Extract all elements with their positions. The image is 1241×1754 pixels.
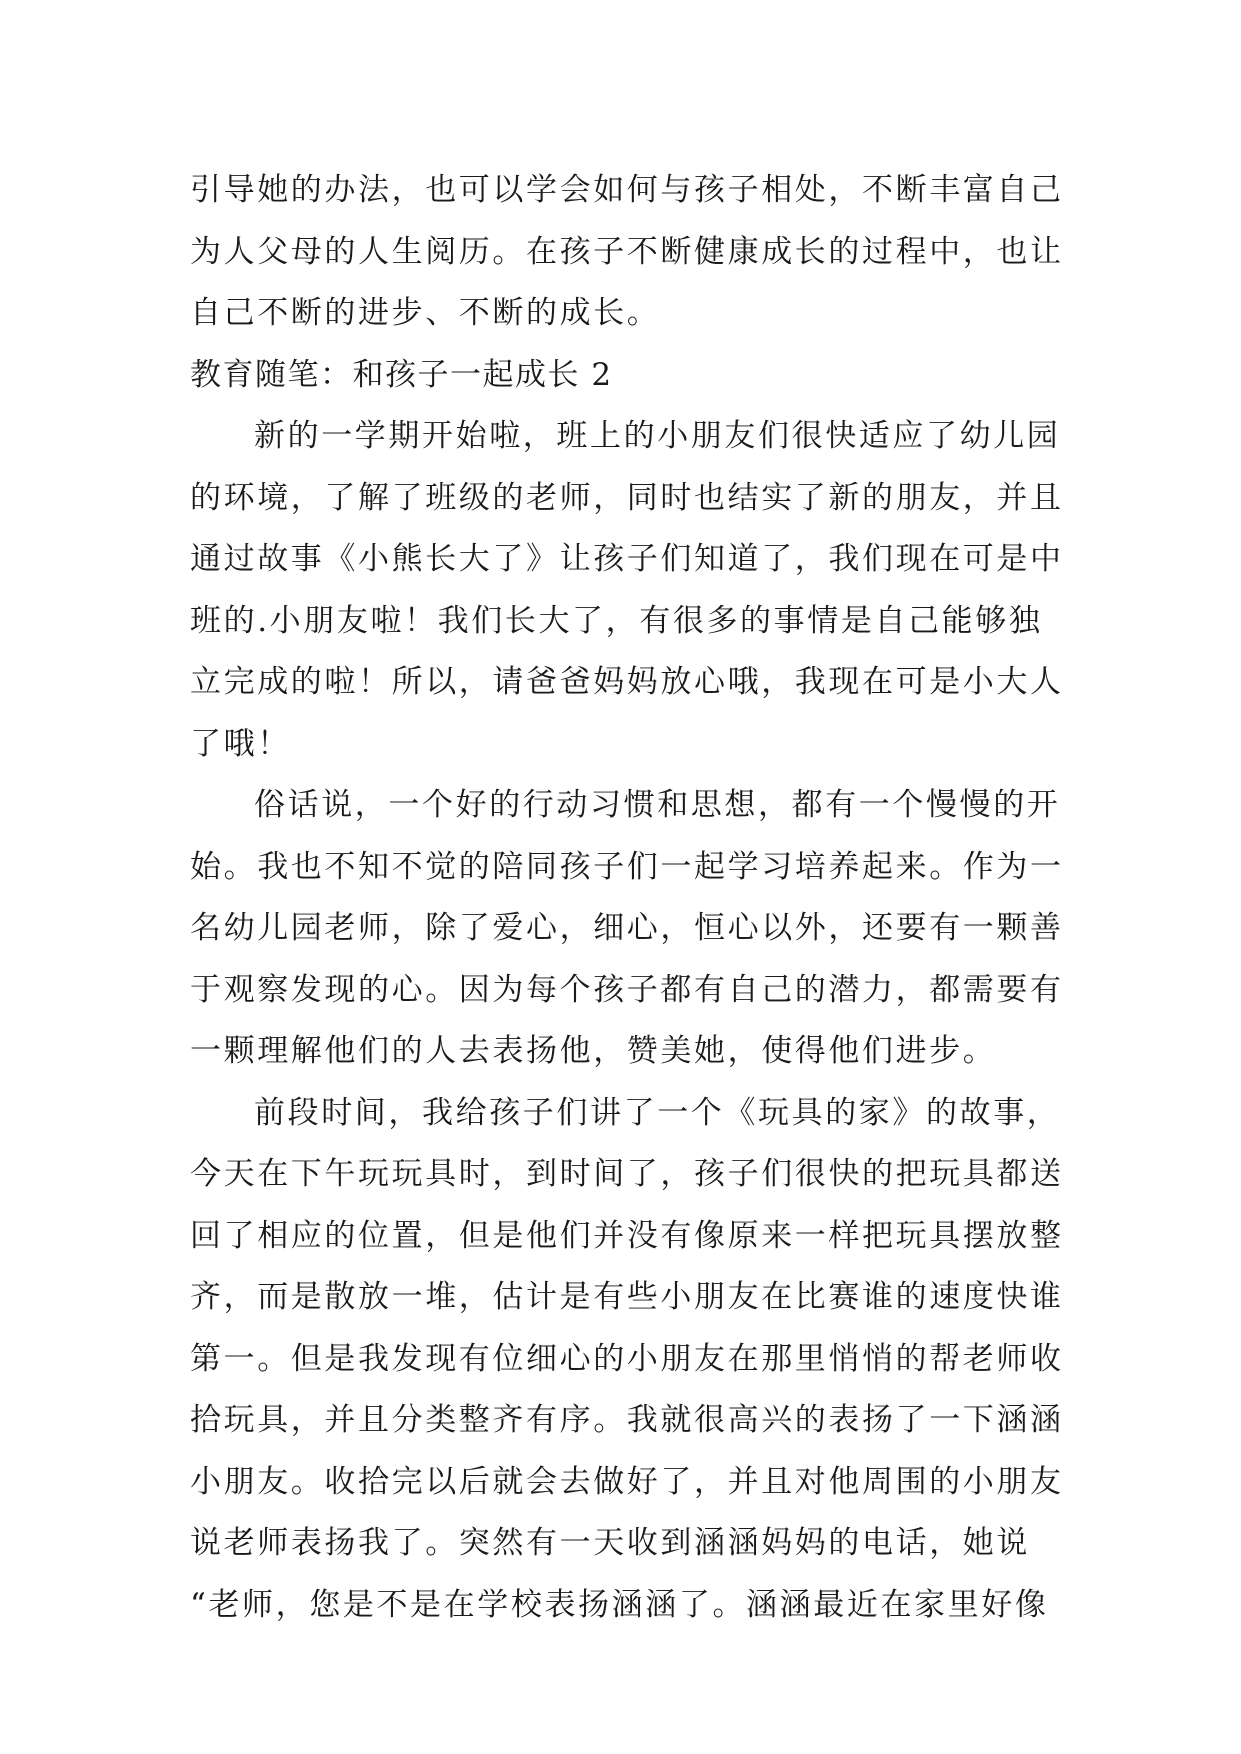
text-line: 了哦！ [190,725,291,762]
paragraph-first-line: 新的一学期开始啦，班上的小朋友们很快适应了幼儿园 [254,418,1061,454]
text-line: 回了相应的位置，但是他们并没有像原来一样把玩具摆放整 [190,1217,1064,1254]
text-line: 齐，而是散放一堆，估计是有些小朋友在比赛谁的速度快谁 [190,1279,1064,1315]
text-line: 始。我也不知不觉的陪同孩子们一起学习培养起来。作为一 [190,848,1064,885]
text-line: 第一。但是我发现有位细心的小朋友在那里悄悄的帮老师收 [190,1340,1064,1377]
text-line: 一颗理解他们的人去表扬他，赞美她，使得他们进步。 [190,1033,997,1069]
text-line: 拾玩具，并且分类整齐有序。我就很高兴的表扬了一下涵涵 [190,1402,1064,1438]
text-line: 于观察发现的心。因为每个孩子都有自己的潜力，都需要有 [190,971,1064,1008]
section-heading: 教育随笔：和孩子一起成长 2 [190,356,613,393]
text-line: 说老师表扬我了。突然有一天收到涵涵妈妈的电话，她说 [190,1525,1030,1561]
text-line: 小朋友。收拾完以后就会去做好了，并且对他周围的小朋友 [190,1463,1064,1500]
text-line: “老师，您是不是在学校表扬涵涵了。涵涵最近在家里好像 [190,1586,1049,1623]
text-line: 自己不断的进步、不断的成长。 [190,295,661,331]
paragraph-first-line: 俗话说，一个好的行动习惯和思想，都有一个慢慢的开 [254,787,1061,823]
text-line: 立完成的啦！所以，请爸爸妈妈放心哦，我现在可是小大人 [190,664,1064,700]
text-line: 班的.小朋友啦！我们长大了，有很多的事情是自己能够独 [190,602,1043,639]
paragraph-first-line: 前段时间，我给孩子们讲了一个《玩具的家》的故事， [254,1094,1061,1131]
text-line: 的环境，了解了班级的老师，同时也结实了新的朋友，并且 [190,479,1064,516]
text-line: 引导她的办法，也可以学会如何与孩子相处，不断丰富自己 [190,172,1064,208]
text-line: 通过故事《小熊长大了》让孩子们知道了，我们现在可是中 [190,541,1064,577]
text-line: 今天在下午玩玩具时，到时间了，孩子们很快的把玩具都送 [190,1156,1064,1192]
document-body [190,160,1070,1636]
text-line: 名幼儿园老师，除了爱心，细心，恒心以外，还要有一颗善 [190,910,1064,946]
text-line: 为人父母的人生阅历。在孩子不断健康成长的过程中，也让 [190,233,1064,270]
